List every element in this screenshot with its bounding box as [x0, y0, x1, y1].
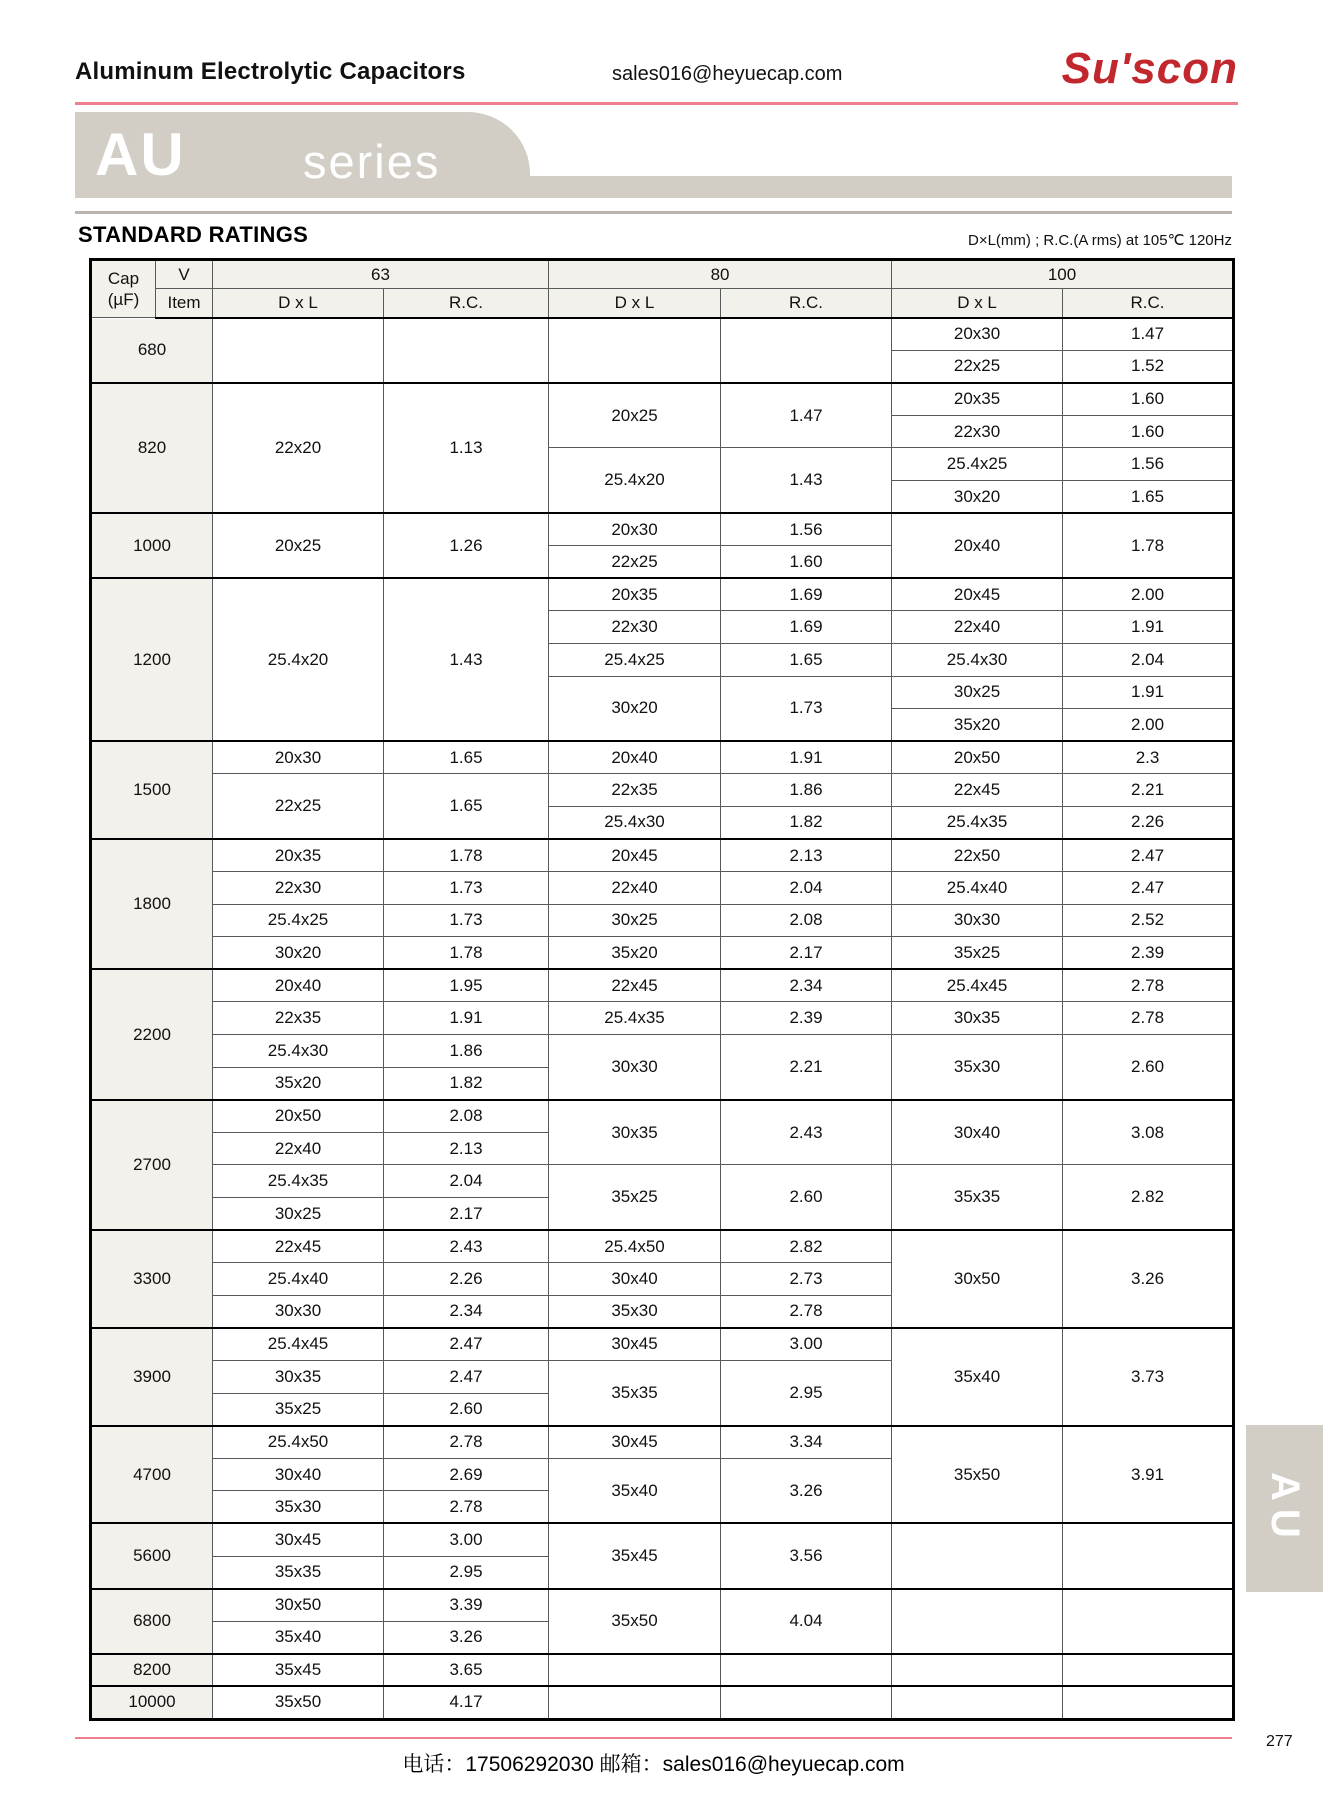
rc-cell: 2.47 — [1063, 872, 1234, 905]
dxl-cell — [892, 1523, 1063, 1588]
dxl-cell: 35x40 — [549, 1458, 721, 1523]
dxl-cell: 22x40 — [213, 1132, 384, 1165]
rc-cell: 1.56 — [1063, 448, 1234, 481]
rc-cell: 1.60 — [721, 546, 892, 579]
rc-cell: 3.00 — [384, 1523, 549, 1556]
dxl-cell: 22x45 — [549, 969, 721, 1002]
cap-value: 6800 — [91, 1589, 213, 1654]
rc-cell: 2.13 — [384, 1132, 549, 1165]
dxl-cell: 22x30 — [892, 415, 1063, 448]
dxl-cell: 20x25 — [549, 383, 721, 448]
dxl-cell: 30x25 — [892, 676, 1063, 709]
dxl-cell: 20x25 — [213, 513, 384, 578]
rc-cell: 1.82 — [384, 1067, 549, 1100]
rc-cell — [721, 1686, 892, 1719]
ratings-unit-note: D×L(mm) ; R.C.(A rms) at 105℃ 120Hz — [968, 232, 1232, 249]
dxl-cell: 30x45 — [213, 1523, 384, 1556]
page-title: Aluminum Electrolytic Capacitors — [75, 58, 466, 85]
dxl-cell: 30x45 — [549, 1426, 721, 1459]
rc-cell: 2.47 — [384, 1361, 549, 1394]
dxl-cell: 30x35 — [549, 1100, 721, 1165]
rc-cell: 1.47 — [1063, 318, 1234, 351]
rc-cell: 1.91 — [721, 741, 892, 774]
cap-value: 1800 — [91, 839, 213, 969]
dxl-cell: 25.4x30 — [892, 643, 1063, 676]
table-row — [91, 937, 1234, 970]
rc-cell: 2.43 — [721, 1100, 892, 1165]
rc-cell: 2.95 — [721, 1361, 892, 1426]
rc-cell: 2.04 — [1063, 643, 1234, 676]
voltage-100-header: 100 — [892, 260, 1234, 289]
rc-cell: 1.91 — [384, 1002, 549, 1035]
rc-cell: 2.08 — [721, 904, 892, 937]
rc-cell: 1.65 — [384, 741, 549, 774]
table-row — [91, 1589, 1234, 1622]
dxl-cell: 35x50 — [549, 1589, 721, 1654]
voltage-63-header: 63 — [213, 260, 549, 289]
header-divider — [75, 102, 1238, 105]
table-row — [91, 1523, 1234, 1556]
dxl-cell: 22x40 — [892, 611, 1063, 644]
dxl-cell: 22x30 — [549, 611, 721, 644]
rc-cell: 1.69 — [721, 611, 892, 644]
rc-cell: 1.78 — [384, 937, 549, 970]
brand-logo: Su'scon — [1061, 44, 1238, 93]
rc-cell: 2.60 — [384, 1393, 549, 1426]
dxl-cell: 25.4x35 — [549, 1002, 721, 1035]
dxl-cell: 20x40 — [213, 969, 384, 1002]
rc-cell — [1063, 1589, 1234, 1654]
series-banner — [75, 112, 530, 198]
dxl-cell: 25.4x25 — [892, 448, 1063, 481]
rc-cell: 1.73 — [384, 872, 549, 905]
rc-header-80: R.C. — [721, 289, 892, 318]
series-code: AU — [95, 121, 186, 188]
rc-cell: 1.43 — [721, 448, 892, 513]
rc-cell: 2.60 — [721, 1165, 892, 1230]
footer-contact: 电话：17506292030 邮箱：sales016@heyuecap.com — [402, 1753, 905, 1776]
dxl-cell: 22x25 — [892, 350, 1063, 383]
cap-value: 1200 — [91, 578, 213, 741]
rc-cell: 1.13 — [384, 383, 549, 513]
rc-cell: 1.69 — [721, 578, 892, 611]
rc-cell: 1.82 — [721, 806, 892, 839]
dxl-header-63: D x L — [213, 289, 384, 318]
cap-value: 820 — [91, 383, 213, 513]
dxl-cell: 30x20 — [213, 937, 384, 970]
table-row — [91, 578, 1234, 611]
rc-cell: 2.00 — [1063, 709, 1234, 742]
table-row — [91, 741, 1234, 774]
dxl-cell: 20x35 — [892, 383, 1063, 416]
footer-divider — [75, 1737, 1232, 1739]
dxl-cell: 30x30 — [213, 1295, 384, 1328]
series-label: series — [303, 135, 441, 188]
rc-cell: 2.95 — [384, 1556, 549, 1589]
cap-value: 1500 — [91, 741, 213, 839]
rc-cell: 4.04 — [721, 1589, 892, 1654]
series-side-tab — [1246, 1425, 1323, 1592]
dxl-cell: 35x20 — [213, 1067, 384, 1100]
dxl-cell — [892, 1686, 1063, 1719]
cap-value: 2200 — [91, 969, 213, 1099]
rc-cell: 1.65 — [721, 643, 892, 676]
table-row — [91, 1002, 1234, 1035]
dxl-cell: 35x35 — [549, 1361, 721, 1426]
table-row — [91, 1165, 1234, 1198]
rc-cell: 2.08 — [384, 1100, 549, 1133]
dxl-cell: 20x50 — [892, 741, 1063, 774]
table-row — [91, 969, 1234, 1002]
dxl-cell: 20x50 — [213, 1100, 384, 1133]
table-row — [91, 318, 1234, 351]
rc-cell: 2.47 — [1063, 839, 1234, 872]
table-row — [91, 1100, 1234, 1133]
rc-cell: 1.56 — [721, 513, 892, 546]
table-row — [91, 383, 1234, 416]
dxl-cell — [549, 1686, 721, 1719]
cap-header — [91, 260, 156, 318]
rc-cell: 2.52 — [1063, 904, 1234, 937]
table-row — [91, 904, 1234, 937]
rc-cell: 2.78 — [384, 1426, 549, 1459]
rc-cell: 2.60 — [1063, 1035, 1234, 1100]
table-row — [91, 513, 1234, 546]
dxl-cell: 25.4x50 — [213, 1426, 384, 1459]
dxl-cell: 20x45 — [549, 839, 721, 872]
cap-value: 8200 — [91, 1654, 213, 1687]
rc-cell: 2.82 — [721, 1230, 892, 1263]
dxl-cell: 25.4x25 — [213, 904, 384, 937]
rc-cell — [1063, 1686, 1234, 1719]
dxl-cell: 20x35 — [549, 578, 721, 611]
rc-cell: 2.69 — [384, 1458, 549, 1491]
dxl-cell: 25.4x45 — [892, 969, 1063, 1002]
table-row — [91, 1328, 1234, 1361]
rc-cell: 2.21 — [721, 1035, 892, 1100]
rc-cell: 1.73 — [384, 904, 549, 937]
rc-cell: 1.65 — [1063, 480, 1234, 513]
rc-cell: 2.13 — [721, 839, 892, 872]
rc-cell: 3.73 — [1063, 1328, 1234, 1426]
rc-cell: 2.26 — [384, 1263, 549, 1296]
rc-cell: 2.39 — [1063, 937, 1234, 970]
dxl-cell: 35x20 — [549, 937, 721, 970]
rc-cell: 1.47 — [721, 383, 892, 448]
dxl-cell: 22x25 — [213, 774, 384, 839]
dxl-cell: 25.4x30 — [549, 806, 721, 839]
rc-cell: 1.91 — [1063, 611, 1234, 644]
table-row — [91, 1426, 1234, 1459]
rc-cell: 4.17 — [384, 1686, 549, 1719]
rc-cell: 1.52 — [1063, 350, 1234, 383]
rc-cell: 3.26 — [721, 1458, 892, 1523]
dxl-cell: 20x30 — [892, 318, 1063, 351]
rc-cell: 1.86 — [384, 1035, 549, 1068]
banner-divider — [75, 211, 1232, 214]
dxl-cell: 30x40 — [892, 1100, 1063, 1165]
rc-header-100: R.C. — [1063, 289, 1234, 318]
dxl-cell: 20x30 — [549, 513, 721, 546]
rc-cell: 3.65 — [384, 1654, 549, 1687]
rc-cell: 1.26 — [384, 513, 549, 578]
dxl-cell: 35x30 — [549, 1295, 721, 1328]
table-row — [91, 1035, 1234, 1068]
rc-cell: 1.78 — [384, 839, 549, 872]
table-row — [91, 1654, 1234, 1687]
cap-value: 5600 — [91, 1523, 213, 1588]
dxl-cell: 35x25 — [549, 1165, 721, 1230]
dxl-cell: 22x35 — [213, 1002, 384, 1035]
rc-cell: 1.95 — [384, 969, 549, 1002]
dxl-cell: 25.4x50 — [549, 1230, 721, 1263]
rc-cell: 1.43 — [384, 578, 549, 741]
table-row — [91, 774, 1234, 807]
rc-cell: 2.04 — [384, 1165, 549, 1198]
dxl-cell: 35x40 — [213, 1621, 384, 1654]
dxl-cell: 25.4x40 — [892, 872, 1063, 905]
dxl-cell: 35x40 — [892, 1328, 1063, 1426]
dxl-cell: 22x35 — [549, 774, 721, 807]
cap-header-line2: (µF) — [107, 290, 140, 309]
dxl-cell: 20x45 — [892, 578, 1063, 611]
dxl-cell: 35x30 — [213, 1491, 384, 1524]
rc-cell: 2.21 — [1063, 774, 1234, 807]
dxl-cell: 30x40 — [549, 1263, 721, 1296]
rc-cell: 3.56 — [721, 1523, 892, 1588]
dxl-cell — [892, 1589, 1063, 1654]
dxl-header-80: D x L — [549, 289, 721, 318]
rc-cell — [721, 1654, 892, 1687]
dxl-cell: 30x35 — [892, 1002, 1063, 1035]
rc-cell: 3.34 — [721, 1426, 892, 1459]
dxl-cell: 35x45 — [549, 1523, 721, 1588]
table-row — [91, 1686, 1234, 1719]
dxl-cell: 20x35 — [213, 839, 384, 872]
dxl-cell: 30x40 — [213, 1458, 384, 1491]
dxl-cell: 30x50 — [892, 1230, 1063, 1328]
rc-cell: 2.73 — [721, 1263, 892, 1296]
dxl-cell: 35x25 — [892, 937, 1063, 970]
table-row — [91, 1230, 1234, 1263]
dxl-cell: 35x35 — [892, 1165, 1063, 1230]
rc-cell: 2.17 — [721, 937, 892, 970]
cap-value: 3300 — [91, 1230, 213, 1328]
rc-cell: 2.26 — [1063, 806, 1234, 839]
series-banner-bar — [500, 176, 1232, 198]
dxl-cell: 22x50 — [892, 839, 1063, 872]
cap-header-line1: Cap — [107, 268, 140, 288]
cap-value: 3900 — [91, 1328, 213, 1426]
rc-cell — [1063, 1654, 1234, 1687]
rc-cell: 3.00 — [721, 1328, 892, 1361]
item-header: Item — [156, 289, 213, 318]
rc-cell — [1063, 1523, 1234, 1588]
rc-cell: 3.91 — [1063, 1426, 1234, 1524]
dxl-cell: 25.4x35 — [892, 806, 1063, 839]
dxl-cell — [549, 1654, 721, 1687]
rc-cell: 2.39 — [721, 1002, 892, 1035]
series-side-tab-label: AU — [1263, 1471, 1307, 1546]
dxl-header-100: D x L — [892, 289, 1063, 318]
dxl-cell: 35x20 — [892, 709, 1063, 742]
dxl-cell: 30x25 — [549, 904, 721, 937]
voltage-80-header: 80 — [549, 260, 892, 289]
rc-cell: 2.00 — [1063, 578, 1234, 611]
rc-cell: 2.3 — [1063, 741, 1234, 774]
dxl-cell: 25.4x45 — [213, 1328, 384, 1361]
rc-cell: 3.39 — [384, 1589, 549, 1622]
rc-cell: 2.43 — [384, 1230, 549, 1263]
rc-cell: 1.60 — [1063, 415, 1234, 448]
rc-cell: 3.26 — [1063, 1230, 1234, 1328]
rc-header-63: R.C. — [384, 289, 549, 318]
rc-cell: 1.86 — [721, 774, 892, 807]
cap-value: 4700 — [91, 1426, 213, 1524]
dxl-cell: 30x30 — [892, 904, 1063, 937]
standard-ratings-table — [89, 258, 1235, 1721]
dxl-cell: 25.4x30 — [213, 1035, 384, 1068]
table-row — [91, 839, 1234, 872]
dxl-cell: 22x30 — [213, 872, 384, 905]
dxl-cell: 25.4x20 — [213, 578, 384, 741]
dxl-cell: 20x40 — [892, 513, 1063, 578]
dxl-cell: 22x45 — [213, 1230, 384, 1263]
table-header-row — [91, 260, 1234, 289]
rc-cell — [721, 318, 892, 383]
dxl-cell: 22x40 — [549, 872, 721, 905]
dxl-cell: 35x50 — [213, 1686, 384, 1719]
rc-cell: 1.65 — [384, 774, 549, 839]
rc-cell: 2.78 — [384, 1491, 549, 1524]
rc-cell: 1.91 — [1063, 676, 1234, 709]
rc-cell — [384, 318, 549, 383]
dxl-cell: 30x20 — [892, 480, 1063, 513]
dxl-cell: 35x50 — [892, 1426, 1063, 1524]
cap-value: 1000 — [91, 513, 213, 578]
cap-value: 2700 — [91, 1100, 213, 1230]
table-subheader-row — [91, 289, 1234, 318]
dxl-cell: 22x25 — [549, 546, 721, 579]
dxl-cell: 30x20 — [549, 676, 721, 741]
section-title: STANDARD RATINGS — [78, 222, 309, 247]
table-row — [91, 872, 1234, 905]
rc-cell: 1.78 — [1063, 513, 1234, 578]
rc-cell: 1.73 — [721, 676, 892, 741]
contact-email: sales016@heyuecap.com — [612, 63, 843, 85]
dxl-cell: 20x30 — [213, 741, 384, 774]
dxl-cell: 35x45 — [213, 1654, 384, 1687]
rc-cell: 2.78 — [721, 1295, 892, 1328]
dxl-cell: 35x30 — [892, 1035, 1063, 1100]
rc-cell: 3.08 — [1063, 1100, 1234, 1165]
rc-cell: 2.78 — [1063, 1002, 1234, 1035]
dxl-cell — [892, 1654, 1063, 1687]
dxl-cell — [213, 318, 384, 383]
dxl-cell: 30x50 — [213, 1589, 384, 1622]
cap-value: 680 — [91, 318, 213, 383]
dxl-cell: 22x20 — [213, 383, 384, 513]
dxl-cell: 25.4x35 — [213, 1165, 384, 1198]
rc-cell: 2.82 — [1063, 1165, 1234, 1230]
dxl-cell: 25.4x25 — [549, 643, 721, 676]
cap-value: 10000 — [91, 1686, 213, 1719]
dxl-cell: 30x25 — [213, 1198, 384, 1231]
rc-cell: 2.78 — [1063, 969, 1234, 1002]
dxl-cell: 20x40 — [549, 741, 721, 774]
voltage-header: V — [156, 260, 213, 289]
rc-cell: 3.26 — [384, 1621, 549, 1654]
rc-cell: 2.17 — [384, 1198, 549, 1231]
dxl-cell: 30x35 — [213, 1361, 384, 1394]
dxl-cell: 25.4x40 — [213, 1263, 384, 1296]
rc-cell: 2.47 — [384, 1328, 549, 1361]
rc-cell: 2.34 — [384, 1295, 549, 1328]
rc-cell: 2.04 — [721, 872, 892, 905]
dxl-cell: 30x45 — [549, 1328, 721, 1361]
page-number: 277 — [1266, 1733, 1293, 1750]
dxl-cell: 30x30 — [549, 1035, 721, 1100]
dxl-cell: 22x45 — [892, 774, 1063, 807]
dxl-cell — [549, 318, 721, 383]
rc-cell: 2.34 — [721, 969, 892, 1002]
rc-cell: 1.60 — [1063, 383, 1234, 416]
dxl-cell: 35x25 — [213, 1393, 384, 1426]
dxl-cell: 25.4x20 — [549, 448, 721, 513]
dxl-cell: 35x35 — [213, 1556, 384, 1589]
